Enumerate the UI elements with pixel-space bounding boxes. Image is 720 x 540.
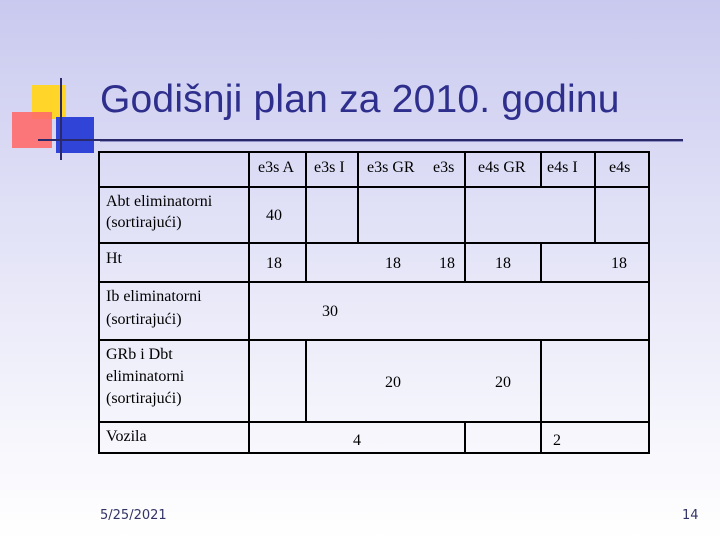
header-e4s: e4s — [609, 159, 631, 176]
row-label-vozila: Vozila — [106, 428, 147, 445]
header-e3s-a: e3s A — [258, 159, 294, 176]
cell-ht-e3s: 18 — [439, 255, 455, 272]
header-e3s-i: e3s I — [314, 159, 345, 176]
cell-grb-e4s-gr: 20 — [495, 374, 511, 391]
cell-ht-e4s: 18 — [611, 255, 627, 272]
header-e3s: e3s — [433, 159, 455, 176]
row-label-grb-sub2: (sortirajući) — [106, 390, 182, 407]
header-e4s-gr: e4s GR — [478, 159, 526, 176]
cell-abt-e3s-a: 40 — [266, 207, 282, 224]
row-label-ib-sub: (sortirajući) — [106, 311, 182, 328]
slide-title: Godišnji plan za 2010. godinu — [100, 78, 620, 121]
header-e4s-i: e4s I — [547, 159, 578, 176]
row-label-abt-sub: (sortirajući) — [106, 214, 182, 231]
row-label-ht: Ht — [106, 250, 122, 267]
cell-grb-e3s-gr: 20 — [385, 374, 401, 391]
row-label-grb: GRb i Dbt — [106, 346, 173, 363]
cell-ht-e3s-a: 18 — [266, 255, 282, 272]
row-label-abt: Abt eliminatorni — [106, 193, 213, 210]
cell-ht-e3s-gr: 18 — [385, 255, 401, 272]
header-e3s-gr: e3s GR — [367, 159, 415, 176]
cell-vozila-e3s: 4 — [353, 432, 361, 449]
slide-number: 14 — [682, 508, 699, 523]
row-label-ib: Ib eliminatorni — [106, 288, 202, 305]
row-label-grb-sub1: eliminatorni — [106, 368, 185, 385]
cell-ht-e4s-gr: 18 — [495, 255, 511, 272]
footer-date: 5/25/2021 — [100, 508, 167, 523]
cell-ib-e3s-i: 30 — [322, 303, 338, 320]
cell-vozila-e4s: 2 — [553, 432, 561, 449]
